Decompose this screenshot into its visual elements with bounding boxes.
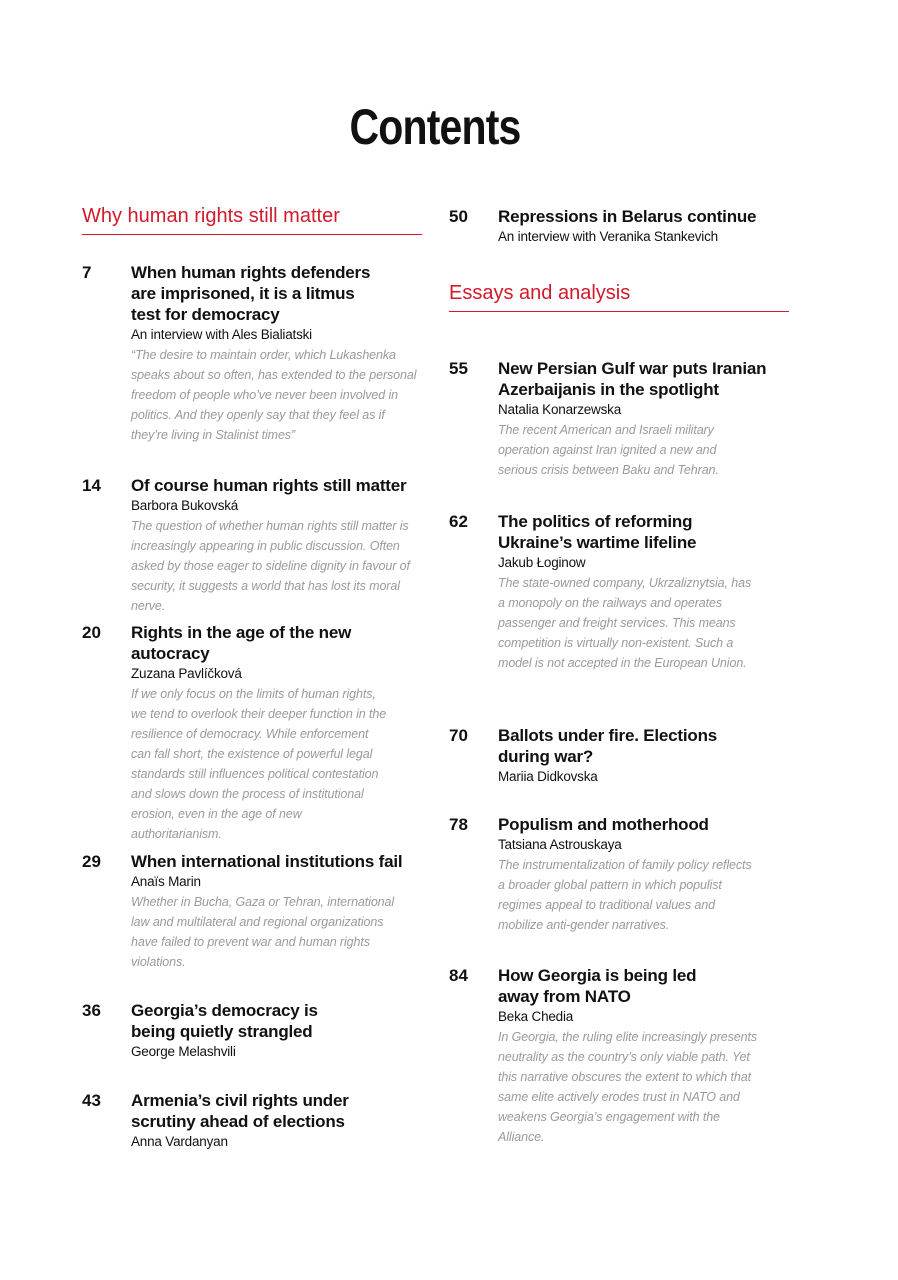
entry-excerpt: Whether in Bucha, Gaza or Tehran, international law and multilateral and regional organizations have failed to prevent war and human rights violations. xyxy=(131,895,395,969)
page-number: 70 xyxy=(449,726,468,745)
entry-excerpt: The recent American and Israeli military operation against Iran ignited a new and serious crisis between Baku and Tehran. xyxy=(498,423,719,477)
entry-author: Barbora Bukovská xyxy=(131,498,239,513)
entry-excerpt: The question of whether human rights still matter is increasingly appearing in public discussion. Often asked by those eager to sideline dignity in favour of security, it suggests a world that has lost its moral nerve. xyxy=(131,519,410,613)
entry-excerpt: The instrumentalization of family policy reflects a broader global pattern in which populist regimes appeal to traditional values and mobilize anti-gender narratives. xyxy=(498,858,752,932)
page-number: 43 xyxy=(82,1091,101,1110)
page-number: 84 xyxy=(449,966,468,985)
entry-title: Georgia’s democracy is being quietly strangled xyxy=(131,1001,318,1041)
entry-author: Jakub Łoginow xyxy=(498,555,586,570)
entry-title: When international institutions fail xyxy=(131,852,403,871)
entry-author: An interview with Ales Bialiatski xyxy=(131,327,312,342)
entry-title: Armenia’s civil rights under scrutiny ahead of elections xyxy=(131,1091,349,1131)
entry-title: When human rights defenders are imprisoned, it is a litmus test for democracy xyxy=(131,263,371,324)
page-number: 14 xyxy=(82,476,101,495)
section-heading-human-rights: Why human rights still matter xyxy=(82,205,422,235)
entry-author: Mariia Didkovska xyxy=(498,769,598,784)
page-number: 7 xyxy=(82,263,92,282)
entry-author: An interview with Veranika Stankevich xyxy=(498,229,718,244)
entry-title: Rights in the age of the new autocracy xyxy=(131,623,352,663)
entry-author: George Melashvili xyxy=(131,1044,236,1059)
page-number: 29 xyxy=(82,852,101,871)
page-number: 55 xyxy=(449,359,468,378)
entry-title: Ballots under fire. Elections during war? xyxy=(498,726,718,766)
entry-title: How Georgia is being led away from NATO xyxy=(498,966,697,1006)
page-number: 50 xyxy=(449,207,468,226)
page-number: 78 xyxy=(449,815,468,834)
entry-author: Zuzana Pavlíčková xyxy=(131,666,242,681)
page-number: 20 xyxy=(82,623,101,642)
entry-excerpt: If we only focus on the limits of human rights, we tend to overlook their deeper function in the resilience of democracy. While enforcement can fall short, the existence of powerful legal standards still influences political contestation and slows down the process of institutional erosion, even in the age of new authoritarianism. xyxy=(131,687,387,841)
entry-author: Anna Vardanyan xyxy=(131,1134,228,1149)
entry-title: New Persian Gulf war puts Iranian Azerbaijanis in the spotlight xyxy=(498,359,767,399)
entry-author: Anaïs Marin xyxy=(131,874,201,889)
entry-title: The politics of reforming Ukraine’s wartime lifeline xyxy=(498,512,697,552)
entry-author: Beka Chedia xyxy=(498,1009,574,1024)
entry-excerpt: In Georgia, the ruling elite increasingly presents neutrality as the country’s only viable path. Yet this narrative obscures the extent to which that same elite actively erodes trust in NATO and weakens Georgia’s engagement with the Alliance. xyxy=(498,1030,758,1144)
entry-title: Populism and motherhood xyxy=(498,815,709,834)
page-title: Contents xyxy=(349,99,521,155)
entry-excerpt: The state-owned company, Ukrzaliznytsia, has a monopoly on the railways and operates passenger and freight services. This means competition is virtually non-existent. Such a model is not accepted in the European Union. xyxy=(498,576,752,670)
entry-author: Natalia Konarzewska xyxy=(498,402,622,417)
entry-author: Tatsiana Astrouskaya xyxy=(498,837,622,852)
entry-title: Repressions in Belarus continue xyxy=(498,207,757,226)
entry-excerpt: “The desire to maintain order, which Lukashenka speaks about so often, has extended to the personal freedom of people who’ve never been involved in politics. And they openly say that they feel as if they’re living in Stalinist times” xyxy=(131,348,417,442)
page-number: 36 xyxy=(82,1001,101,1020)
entry-title: Of course human rights still matter xyxy=(131,476,407,495)
page-number: 62 xyxy=(449,512,468,531)
section-heading-essays: Essays and analysis xyxy=(449,282,789,312)
